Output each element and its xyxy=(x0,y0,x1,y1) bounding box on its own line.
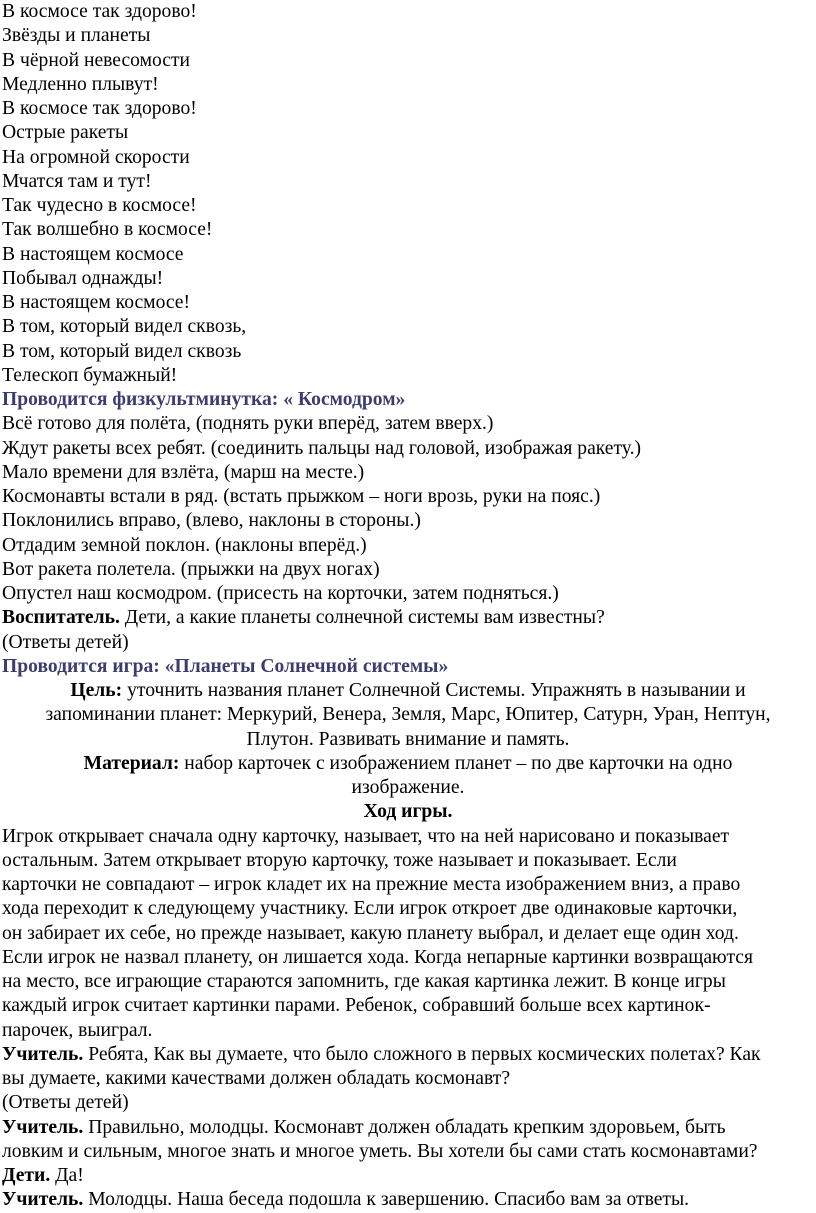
fizminutka-line: Опустел наш космодром. (присесть на корточки, затем подняться.) xyxy=(2,583,559,604)
speaker-label: Воспитатель. xyxy=(2,607,120,629)
speaker-label: Учитель. xyxy=(2,1189,84,1211)
poem-line: Так чудесно в космосе! xyxy=(2,195,197,216)
fizminutka-line: Всё готово для полёта, (поднять руки вперёд, затем вверх.) xyxy=(2,413,494,435)
rules-line: хода переходит к следующему участнику. Если игрок откроет две одинаковые карточки, xyxy=(2,898,738,920)
game-goal xyxy=(2,679,814,752)
speaker-text: Правильно, молодцы. Космонавт должен обладать крепким здоровьем, быть xyxy=(83,1116,726,1138)
speaker-text: ловким и сильным, многое знать и многое уметь. Вы хотели бы сами стать космонавтами? xyxy=(2,1140,758,1162)
poem-line: Побывал однажды! xyxy=(2,267,164,289)
goal-label: Цель: xyxy=(70,680,123,701)
fizminutka-line: Вот ракета полетела. (прыжки на двух ногах) xyxy=(2,558,380,580)
poem-line: Медленно плывут! xyxy=(2,73,159,95)
teacher-question xyxy=(2,1043,814,1092)
material-text: изображение. xyxy=(351,777,465,798)
fizminutka-heading: Проводится физкультминутка: « Космодром» xyxy=(2,389,406,410)
children-answers: (Ответы детей) xyxy=(2,631,129,653)
goal-text: запоминании планет: Меркурий, Венера, Земля, Марс, Юпитер, Сатурн, Уран, Нептун, xyxy=(45,704,771,726)
game-rules xyxy=(2,825,814,1043)
speaker-text: Да! xyxy=(50,1165,84,1186)
fizminutka-line: Мало времени для взлёта, (марш на месте.) xyxy=(2,461,365,483)
game-heading: Проводится игра: «Планеты Солнечной системы» xyxy=(2,655,449,677)
fizminutka-line: Отдадим земной поклон. (наклоны вперёд.) xyxy=(2,534,367,556)
children-reply xyxy=(2,1164,814,1188)
fizminutka-lines xyxy=(2,412,814,606)
rules-line: Игрок открывает сначала одну карточку, называет, что на ней нарисовано и показывает xyxy=(2,825,730,847)
game-material xyxy=(2,752,814,801)
poem-line: Телескоп бумажный! xyxy=(2,364,178,386)
speaker-text: Ребята, Как вы думаете, что было сложного в первых космических полетах? Как xyxy=(83,1043,761,1065)
rules-line: карточки не совпадают – игрок кладет их на прежние места изображением вниз, а право xyxy=(2,874,741,895)
material-text: набор карточек с изображением планет – по две карточки на одно xyxy=(179,752,733,774)
material-label: Материал: xyxy=(83,752,180,774)
rules-line: остальным. Затем открывает вторую карточку, тоже называет и показывает. Если xyxy=(2,849,677,871)
rules-line: он забирает их себе, но прежде называет, какую планету выбрал, и делает еще один ход. xyxy=(2,922,739,944)
rules-line: каждый игрок считает картинки парами. Ребенок, собравший больше всех картинок- xyxy=(2,995,711,1017)
poem-line: В чёрной невесомости xyxy=(2,49,191,71)
educator-question xyxy=(2,606,814,630)
speaker-text: вы думаете, какими качествами должен обладать космонавт? xyxy=(2,1068,511,1089)
rules-line: на место, все играющие стараются запомнить, где какая картинка лежит. В конце игры xyxy=(2,971,726,992)
speaker-text: Молодцы. Наша беседа подошла к завершению. Спасибо вам за ответы. xyxy=(83,1189,690,1211)
poem-line: В настоящем космосе! xyxy=(2,292,191,313)
rules-line: Если игрок не назвал планету, он лишается хода. Когда непарные картинки возвращаются xyxy=(2,946,753,968)
children-answers: (Ответы детей) xyxy=(2,1092,129,1114)
poem-line: Острые ракеты xyxy=(2,122,129,144)
poem-line: В космосе так здорово! xyxy=(2,1,197,22)
teacher-response xyxy=(2,1116,814,1165)
fizminutka-line: Поклонились вправо, (влево, наклоны в стороны.) xyxy=(2,510,421,532)
speaker-label: Дети. xyxy=(2,1165,51,1186)
speaker-label: Учитель. xyxy=(2,1043,84,1065)
poem-line: В том, который видел сквозь xyxy=(2,340,242,362)
document-page xyxy=(2,0,814,1213)
poem-line: В космосе так здорово! xyxy=(2,98,197,119)
fizminutka-line: Космонавты встали в ряд. (встать прыжком – ноги врозь, руки на пояс.) xyxy=(2,486,601,507)
goal-text: уточнить названия планет Солнечной Системы. Упражнять в назывании и xyxy=(122,680,746,701)
poem-line: В том, который видел сквозь, xyxy=(2,316,247,338)
poem xyxy=(2,0,814,388)
poem-line: На огромной скорости xyxy=(2,146,190,168)
course-title: Ход игры. xyxy=(363,801,453,823)
fizminutka-line: Ждут ракеты всех ребят. (соединить пальцы над головой, изображая ракету.) xyxy=(2,437,642,459)
poem-line: Так волшебно в космосе! xyxy=(2,219,213,241)
poem-line: В настоящем космосе xyxy=(2,243,184,265)
teacher-closing xyxy=(2,1188,814,1212)
goal-text: Плутон. Развивать внимание и память. xyxy=(246,728,570,750)
rules-line: парочек, выиграл. xyxy=(2,1019,153,1041)
poem-line: Мчатся там и тут! xyxy=(2,170,152,192)
poem-line: Звёзды и планеты xyxy=(2,25,151,47)
speaker-label: Учитель. xyxy=(2,1116,84,1138)
speaker-text: Дети, а какие планеты солнечной системы вам известны? xyxy=(119,607,605,629)
